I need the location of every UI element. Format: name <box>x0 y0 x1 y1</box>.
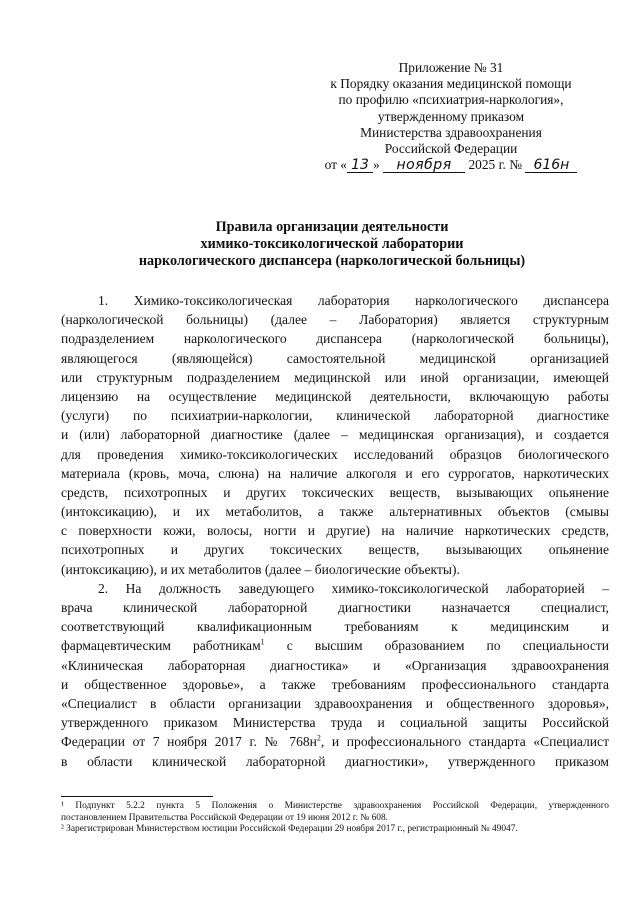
text-line: лицензию на осуществление медицинской деятельности, включающую работы <box>61 388 609 404</box>
text-fragment: с высшим образованием по специальности <box>286 638 610 654</box>
approval-line: Министерства здравоохранения <box>360 124 542 140</box>
text-line <box>61 636 609 655</box>
approval-line: утвержденному приказом <box>377 108 525 124</box>
text-line: и (или) лабораторной диагностике (далее – медицинская организация), и создается <box>61 427 609 443</box>
text-line: (интоксикацию), и их метаболитов (далее – биологические объекты). <box>61 561 460 577</box>
date-year: 2025 г. № <box>468 157 523 173</box>
handwritten-month: ноября <box>383 159 465 173</box>
approval-stamp <box>320 60 582 173</box>
text-line: с поверхности кожи, волосы, ногти и другие) на наличие наркотических средств, <box>61 523 609 539</box>
text-line: психотропных и других токсических веществ, вызывающих опьянение <box>61 542 609 558</box>
text-line: «Клиническая лабораторная диагностика» и «Организация здравоохранения <box>61 657 609 673</box>
title-line: наркологического диспансера (наркологической больницы) <box>138 252 526 269</box>
footnote-2 <box>61 824 609 836</box>
date-prefix: от « <box>324 157 348 173</box>
text-line: в области клинической лабораторной диагностики», утвержденного приказом <box>61 753 609 769</box>
footnotes <box>61 801 609 836</box>
footnote-line: ² Зарегистрирован Министерством юстиции Российской Федерации 29 ноября 2017 г., регистрационный № 49047. <box>61 824 518 834</box>
footnote-line: ¹ Подпункт 5.2.2 пункта 5 Положения о Министерстве здравоохранения Российской Федерации, утвержденного <box>61 801 609 811</box>
footnote-divider <box>61 796 213 797</box>
document-title <box>60 219 604 269</box>
title-line: химико-токсикологической лаборатории <box>200 235 464 252</box>
text-line: 2. На должность заведующего химико-токсикологической лабораторией – <box>98 580 609 596</box>
text-line: подразделением наркологического диспансера (наркологической больницы), <box>61 331 609 347</box>
text-line: для проведения химико-токсикологических исследований образцов биологического <box>61 446 609 462</box>
paragraph-2 <box>61 579 609 771</box>
text-line: (наркологической больницы) (далее – Лаборатория) является структурным <box>61 312 609 328</box>
text-line: или структурным подразделением медицинской или иной организации, имеющей <box>61 369 609 385</box>
document-body <box>61 291 609 771</box>
footnote-1 <box>61 801 609 824</box>
text-line: «Специалист в области организации здравоохранения и общественного здоровья», <box>61 695 609 711</box>
title-line: Правила организации деятельности <box>215 219 449 235</box>
footnote-ref-2[interactable]: 2 <box>316 733 321 743</box>
text-line: и общественное здоровье», а также требованиям профессионального стандарта <box>61 676 609 692</box>
text-fragment: , и профессионального стандарта «Специалист <box>320 734 609 750</box>
text-fragment: Федерации от 7 ноября 2017 г. № 768н <box>61 734 317 750</box>
approval-line: к Порядку оказания медицинской помощи <box>330 76 572 92</box>
date-mid: » <box>373 157 380 173</box>
text-line: врача клинической лабораторной диагностики назначается специалист, <box>61 600 609 615</box>
text-line: средств, психотропных и других токсических веществ, вызывающих опьянение <box>61 484 609 500</box>
approval-line: по профилю «психиатрия-наркология», <box>338 92 564 108</box>
footnote-line: постановлением Правительства Российской Федерации от 19 июня 2012 г. № 608. <box>61 812 388 823</box>
text-line: (интоксикацию), и их метаболитов, а также альтернативных объектов (смывы <box>61 504 609 520</box>
appendix-number: Приложение № 31 <box>398 60 504 75</box>
text-line: утвержденного приказом Министерства труда и социальной защиты Российской <box>61 715 609 731</box>
text-line: являющегося (являющейся) самостоятельной медицинской организацией <box>61 350 609 366</box>
text-line <box>61 732 609 751</box>
footnote-ref-1[interactable]: 1 <box>260 637 265 647</box>
text-line: (услуги) по психиатрии-наркологии, клинической лабораторной диагностике <box>61 408 609 424</box>
paragraph-1 <box>61 291 609 579</box>
text-line: соответствующий квалификационным требованиям к медицинским и <box>61 619 609 635</box>
order-date-line <box>320 157 582 173</box>
text-line: 1. Химико-токсикологическая лаборатория наркологического диспансера <box>98 293 609 308</box>
text-fragment: фармацевтическим работникам <box>61 638 261 654</box>
text-line: материала (кровь, моча, слюна) на наличие алкоголя и его суррогатов, наркотических <box>61 465 609 481</box>
handwritten-order-number: 616н <box>525 159 577 173</box>
handwritten-day: 13 <box>347 159 373 173</box>
approval-line: Российской Федерации <box>384 141 518 157</box>
